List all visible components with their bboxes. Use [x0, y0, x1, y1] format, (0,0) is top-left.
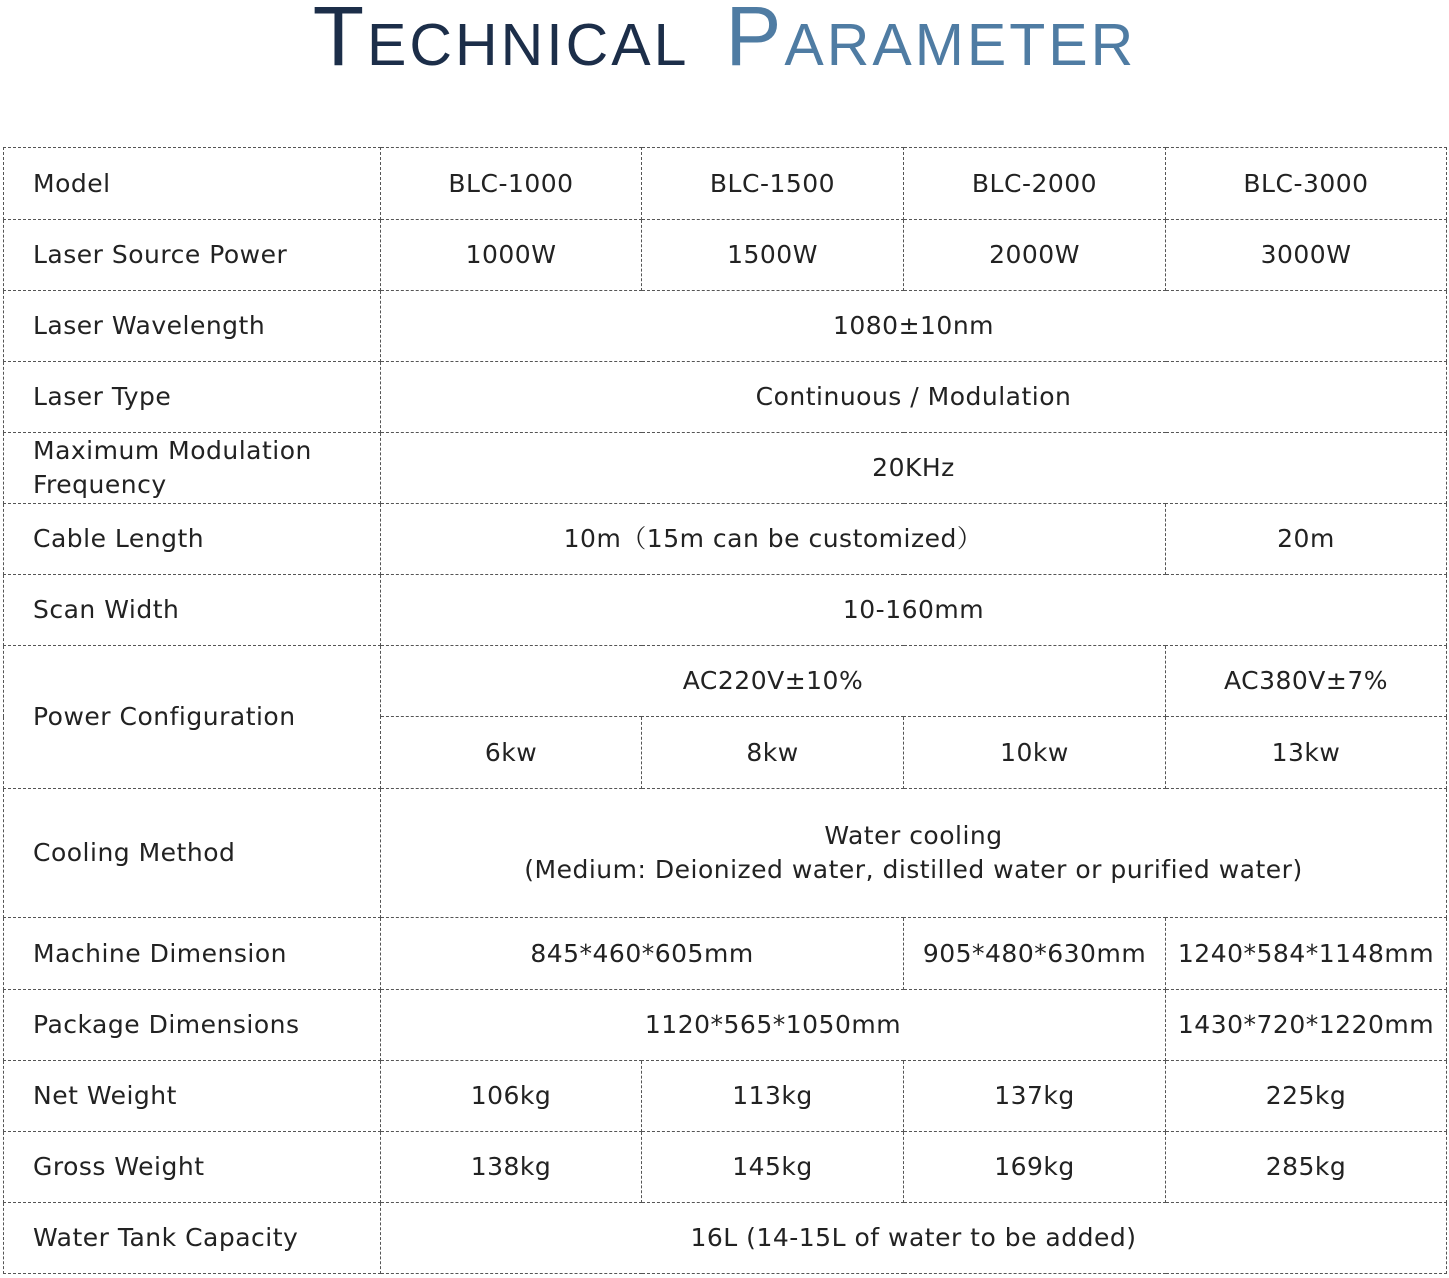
cell-config-power-2000: 10kw — [904, 717, 1166, 789]
page-title — [0, 0, 1449, 83]
cell-power-3000: 3000W — [1166, 220, 1447, 291]
cell-wavelength: 1080±10nm — [381, 291, 1447, 362]
row-label-machine-dim: Machine Dimension — [4, 918, 381, 990]
row-label-laser-type: Laser Type — [4, 362, 381, 433]
row-label-net-weight: Net Weight — [4, 1061, 381, 1132]
cell-cable-main: 10m（15m can be customized） — [381, 504, 1166, 575]
cell-package-dim-main: 1120*565*1050mm — [381, 990, 1166, 1061]
cell-model-blc-2000: BLC-2000 — [904, 148, 1166, 220]
row-label-model: Model — [4, 148, 381, 220]
cell-net-weight-3000: 225kg — [1166, 1061, 1447, 1132]
row-modulation — [4, 433, 1447, 504]
cell-gross-weight-1000: 138kg — [381, 1132, 642, 1203]
cell-cooling-line1: Water cooling — [824, 821, 1003, 850]
cell-modulation: 20KHz — [381, 433, 1447, 504]
cell-gross-weight-1500: 145kg — [642, 1132, 904, 1203]
row-laser-power — [4, 220, 1447, 291]
cell-laser-type: Continuous / Modulation — [381, 362, 1447, 433]
row-package-dim — [4, 990, 1447, 1061]
cell-gross-weight-3000: 285kg — [1166, 1132, 1447, 1203]
cell-machine-dim-3000: 1240*584*1148mm — [1166, 918, 1447, 990]
row-wavelength — [4, 291, 1447, 362]
cell-machine-dim-1000-1500: 845*460*605mm — [381, 918, 904, 990]
row-laser-type — [4, 362, 1447, 433]
row-model — [4, 148, 1447, 220]
row-label-modulation — [4, 433, 381, 504]
row-label-power-config: Power Configuration — [4, 646, 381, 789]
cell-config-power-3000: 13kw — [1166, 717, 1447, 789]
row-label-package-dim: Package Dimensions — [4, 990, 381, 1061]
row-gross-weight — [4, 1132, 1447, 1203]
cell-power-1500: 1500W — [642, 220, 904, 291]
title-word-parameter: Parameter — [725, 0, 1137, 83]
row-label-cable: Cable Length — [4, 504, 381, 575]
spec-table — [3, 147, 1447, 1274]
cell-water-tank: 16L (14-15L of water to be added) — [381, 1203, 1447, 1274]
cell-cable-3000: 20m — [1166, 504, 1447, 575]
cell-net-weight-2000: 137kg — [904, 1061, 1166, 1132]
cell-voltage-3000: AC380V±7% — [1166, 646, 1447, 717]
row-power-config-voltage — [4, 646, 1447, 717]
row-water-tank — [4, 1203, 1447, 1274]
cell-voltage-main: AC220V±10% — [381, 646, 1166, 717]
cell-config-power-1500: 8kw — [642, 717, 904, 789]
row-label-modulation-line1: Maximum Modulation — [33, 436, 312, 465]
row-label-gross-weight: Gross Weight — [4, 1132, 381, 1203]
row-label-cooling: Cooling Method — [4, 789, 381, 918]
cell-net-weight-1500: 113kg — [642, 1061, 904, 1132]
cell-config-power-1000: 6kw — [381, 717, 642, 789]
cell-model-blc-1500: BLC-1500 — [642, 148, 904, 220]
cell-model-blc-3000: BLC-3000 — [1166, 148, 1447, 220]
cell-machine-dim-2000: 905*480*630mm — [904, 918, 1166, 990]
cell-package-dim-3000: 1430*720*1220mm — [1166, 990, 1447, 1061]
cell-cooling — [381, 789, 1447, 918]
row-label-wavelength: Laser Wavelength — [4, 291, 381, 362]
cell-power-2000: 2000W — [904, 220, 1166, 291]
cell-model-blc-1000: BLC-1000 — [381, 148, 642, 220]
cell-cooling-line2: (Medium: Deionized water, distilled water or purified water) — [524, 855, 1303, 884]
row-scan — [4, 575, 1447, 646]
row-cooling — [4, 789, 1447, 918]
row-net-weight — [4, 1061, 1447, 1132]
cell-net-weight-1000: 106kg — [381, 1061, 642, 1132]
row-label-modulation-line2: Frequency — [33, 470, 167, 499]
row-cable — [4, 504, 1447, 575]
title-word-technical: Technical — [312, 0, 690, 83]
row-label-water-tank: Water Tank Capacity — [4, 1203, 381, 1274]
row-label-laser-power: Laser Source Power — [4, 220, 381, 291]
cell-scan: 10-160mm — [381, 575, 1447, 646]
row-label-scan: Scan Width — [4, 575, 381, 646]
cell-gross-weight-2000: 169kg — [904, 1132, 1166, 1203]
cell-power-1000: 1000W — [381, 220, 642, 291]
row-machine-dim — [4, 918, 1447, 990]
